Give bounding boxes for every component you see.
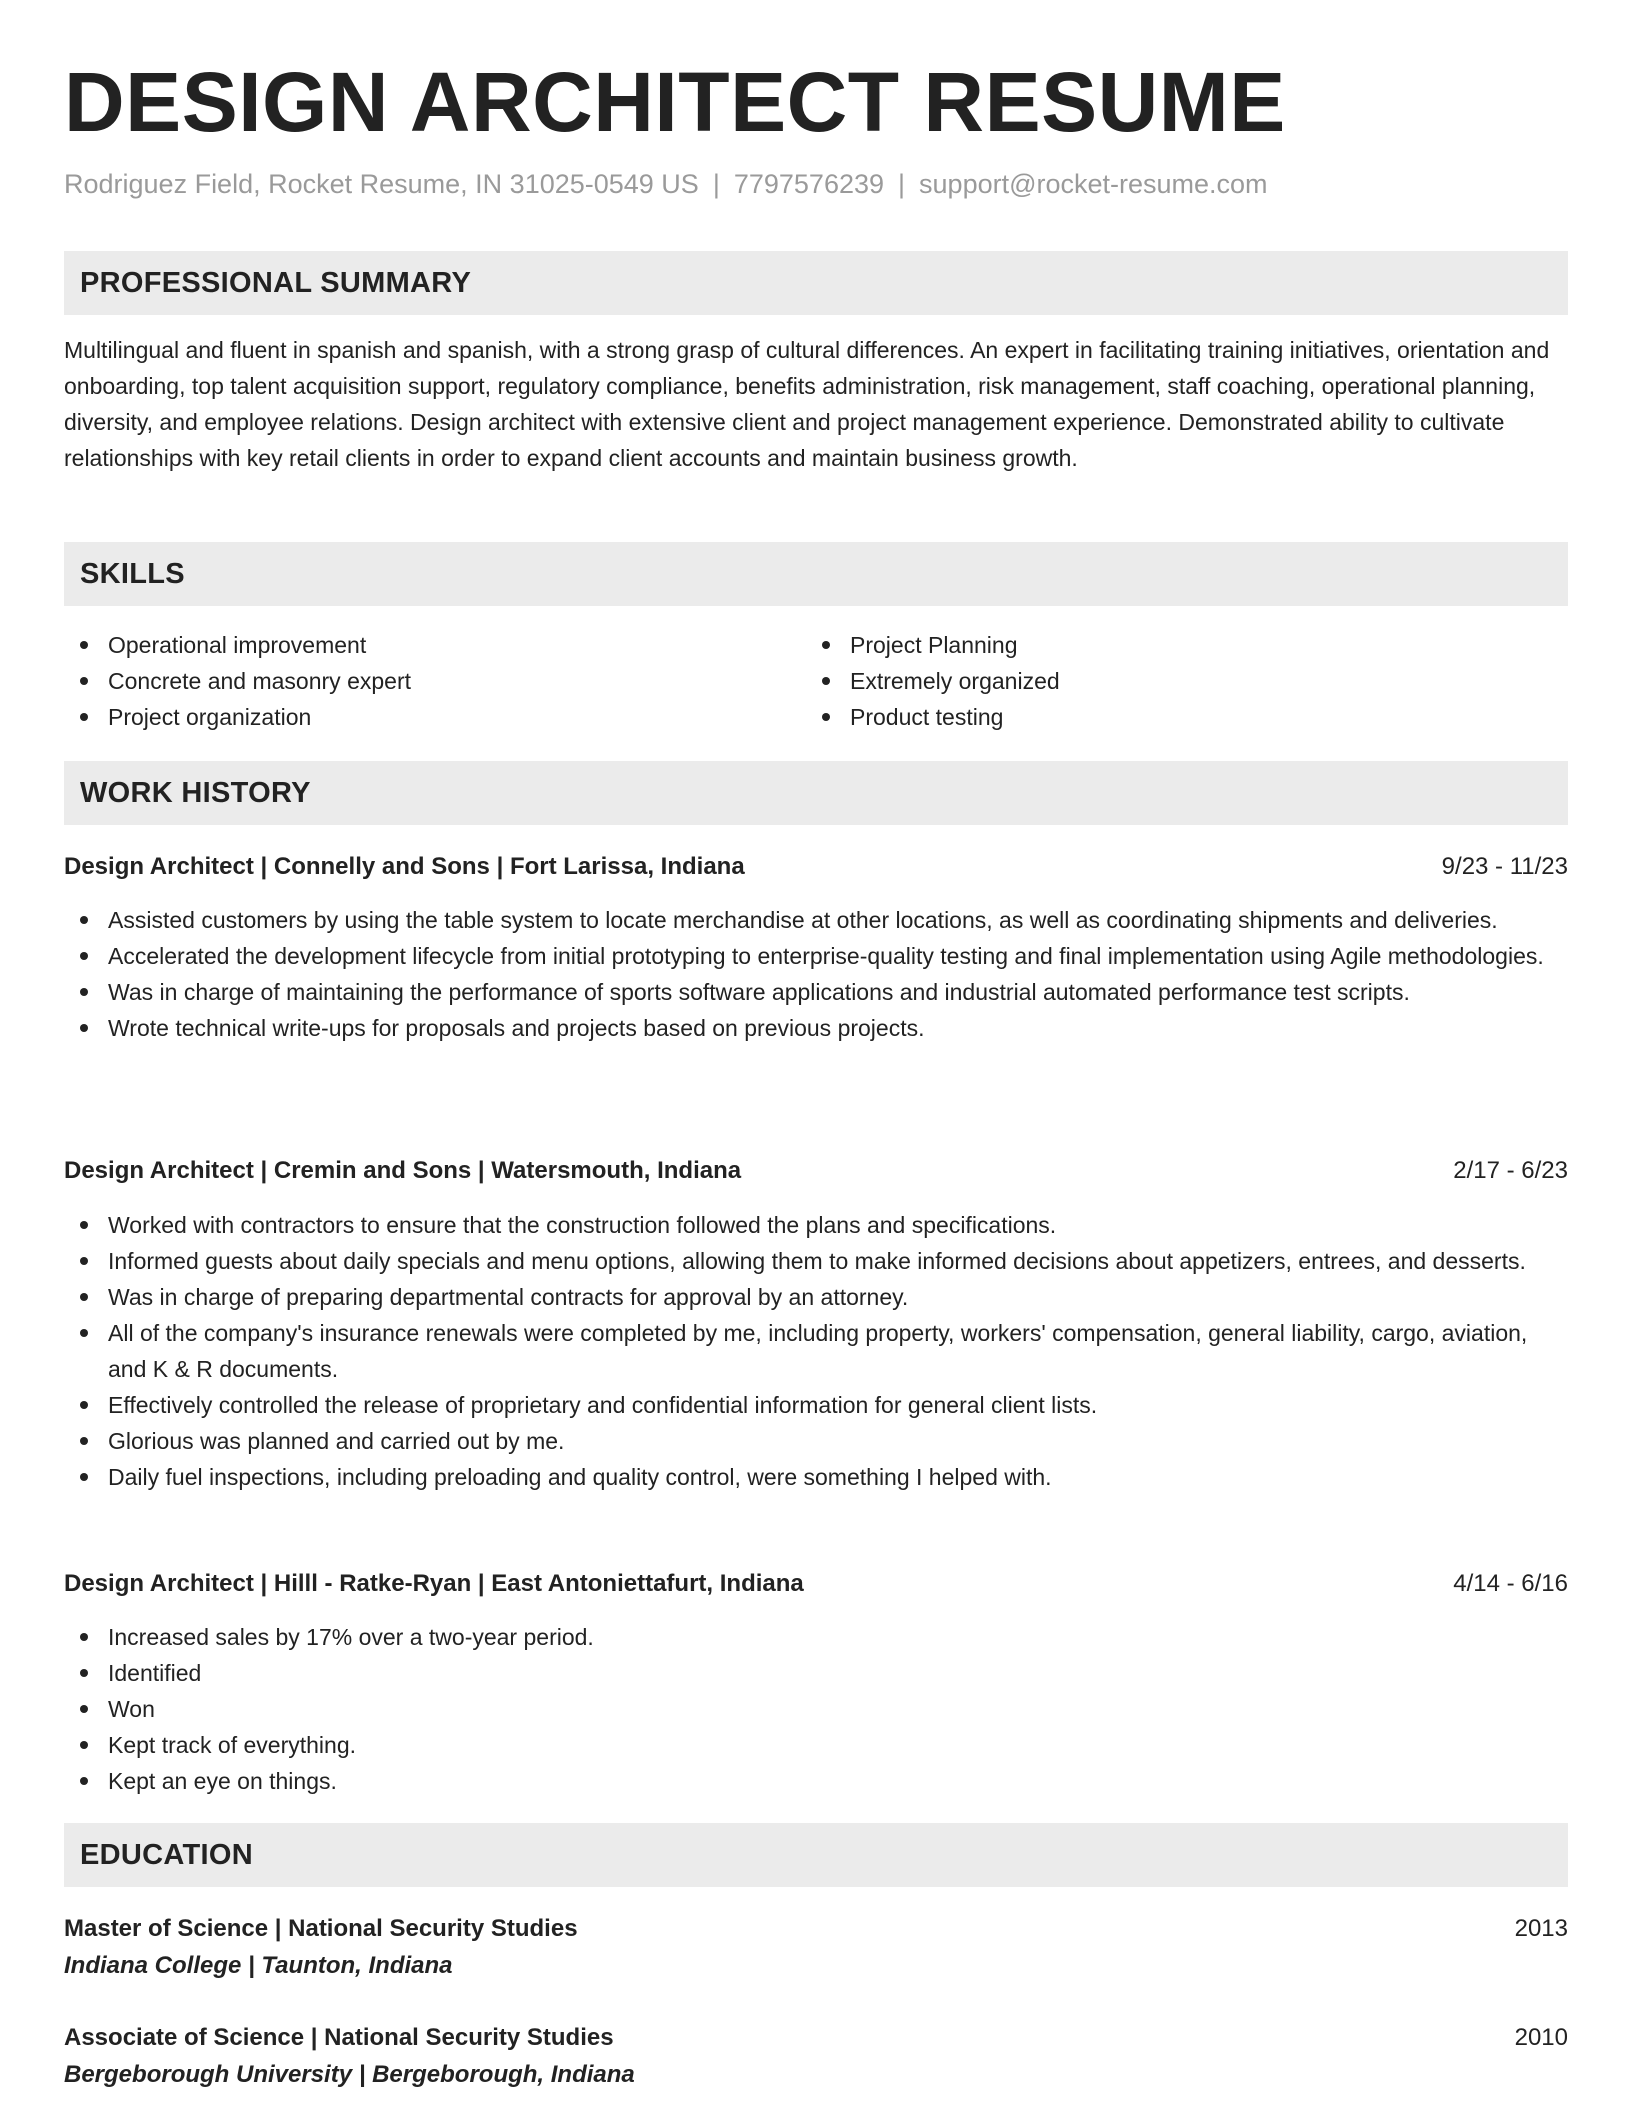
job-bullet: Accelerated the development lifecycle from initial prototyping to enterprise-quality testing and final implementation using Agile methodologies.	[64, 938, 1568, 974]
skill-item: Project organization	[64, 699, 764, 735]
job-header	[64, 1566, 1568, 1602]
section-header-summary	[64, 251, 1568, 315]
section-header-skills	[64, 542, 1568, 606]
job-bullet: Glorious was planned and carried out by me.	[64, 1423, 1568, 1459]
education-year: 2013	[1514, 1915, 1568, 1942]
job-bullet: Kept an eye on things.	[64, 1763, 1568, 1799]
section-title-skills: SKILLS	[80, 557, 185, 590]
job-bullet: Was in charge of maintaining the performance of sports software applications and industrial automated performance test scripts.	[64, 974, 1568, 1010]
contact-separator: |	[898, 169, 906, 199]
contact-email: support@rocket-resume.com	[919, 169, 1268, 199]
job-bullets	[64, 902, 1568, 1046]
skill-item: Extremely organized	[806, 663, 1506, 699]
skills-list-right	[806, 627, 1506, 735]
job-bullet: Kept track of everything.	[64, 1727, 1568, 1763]
job-bullet: Daily fuel inspections, including preloading and quality control, were something I helped with.	[64, 1459, 1568, 1495]
job-title: Design Architect | Hilll - Ratke-Ryan | East Antoniettafurt, Indiana	[64, 1570, 804, 1597]
education-header	[64, 2020, 1568, 2056]
section-header-work	[64, 761, 1568, 825]
resume-title: DESIGN ARCHITECT RESUME	[64, 55, 1286, 149]
section-title-summary: PROFESSIONAL SUMMARY	[80, 266, 472, 299]
section-title-education: EDUCATION	[80, 1838, 253, 1871]
section-title-work: WORK HISTORY	[80, 776, 311, 809]
job-bullet: Informed guests about daily specials and menu options, allowing them to make informed decisions about appetizers, entrees, and desserts.	[64, 1243, 1568, 1279]
job-bullet: Identified	[64, 1655, 1568, 1691]
job-header	[64, 849, 1568, 885]
job-bullet: Assisted customers by using the table system to locate merchandise at other locations, as well as coordinating shipments and deliveries.	[64, 902, 1568, 938]
job-bullet: Worked with contractors to ensure that the construction followed the plans and specifications.	[64, 1207, 1568, 1243]
contact-line	[64, 164, 1268, 204]
job-bullet: Effectively controlled the release of proprietary and confidential information for general client lists.	[64, 1387, 1568, 1423]
contact-address: Rodriguez Field, Rocket Resume, IN 31025-0549 US	[64, 169, 699, 199]
contact-separator: |	[712, 169, 720, 199]
education-degree: Associate of Science | National Security Studies	[64, 2024, 614, 2051]
job-bullet: Wrote technical write-ups for proposals and projects based on previous projects.	[64, 1010, 1568, 1046]
contact-phone: 7797576239	[733, 169, 885, 199]
job-title: Design Architect | Cremin and Sons | Watersmouth, Indiana	[64, 1157, 742, 1184]
job-bullet: Increased sales by 17% over a two-year period.	[64, 1619, 1568, 1655]
skill-item: Concrete and masonry expert	[64, 663, 764, 699]
education-degree: Master of Science | National Security Studies	[64, 1915, 578, 1942]
job-bullet: Was in charge of preparing departmental contracts for approval by an attorney.	[64, 1279, 1568, 1315]
summary-text: Multilingual and fluent in spanish and spanish, with a strong grasp of cultural differences. An expert in facilitating training initiatives, orientation and onboarding, top talent acquisition support, regulatory compliance, benefits administration, risk management, staff coaching, operational planning, diversity, and employee relations. Design architect with extensive client and project management experience. Demonstrated ability to cultivate relationships with key retail clients in order to expand client accounts and maintain business growth.	[64, 337, 1550, 471]
skill-item: Product testing	[806, 699, 1506, 735]
education-year: 2010	[1514, 2024, 1568, 2051]
job-dates: 4/14 - 6/16	[1453, 1570, 1568, 1597]
skills-list-left	[64, 627, 764, 735]
job-title: Design Architect | Connelly and Sons | Fort Larissa, Indiana	[64, 853, 745, 880]
job-bullet: All of the company's insurance renewals were completed by me, including property, workers' compensation, general liability, cargo, aviation, and K & R documents.	[64, 1315, 1568, 1387]
education-school: Bergeborough University | Bergeborough, Indiana	[64, 2061, 635, 2088]
section-header-education	[64, 1823, 1568, 1887]
job-bullet: Won	[64, 1691, 1568, 1727]
skill-item: Operational improvement	[64, 627, 764, 663]
skill-item: Project Planning	[806, 627, 1506, 663]
education-header	[64, 1911, 1568, 1947]
education-school: Indiana College | Taunton, Indiana	[64, 1952, 453, 1979]
job-header	[64, 1153, 1568, 1189]
job-dates: 9/23 - 11/23	[1441, 853, 1568, 880]
job-dates: 2/17 - 6/23	[1453, 1157, 1568, 1184]
job-bullets	[64, 1207, 1568, 1495]
job-bullets	[64, 1619, 1568, 1799]
